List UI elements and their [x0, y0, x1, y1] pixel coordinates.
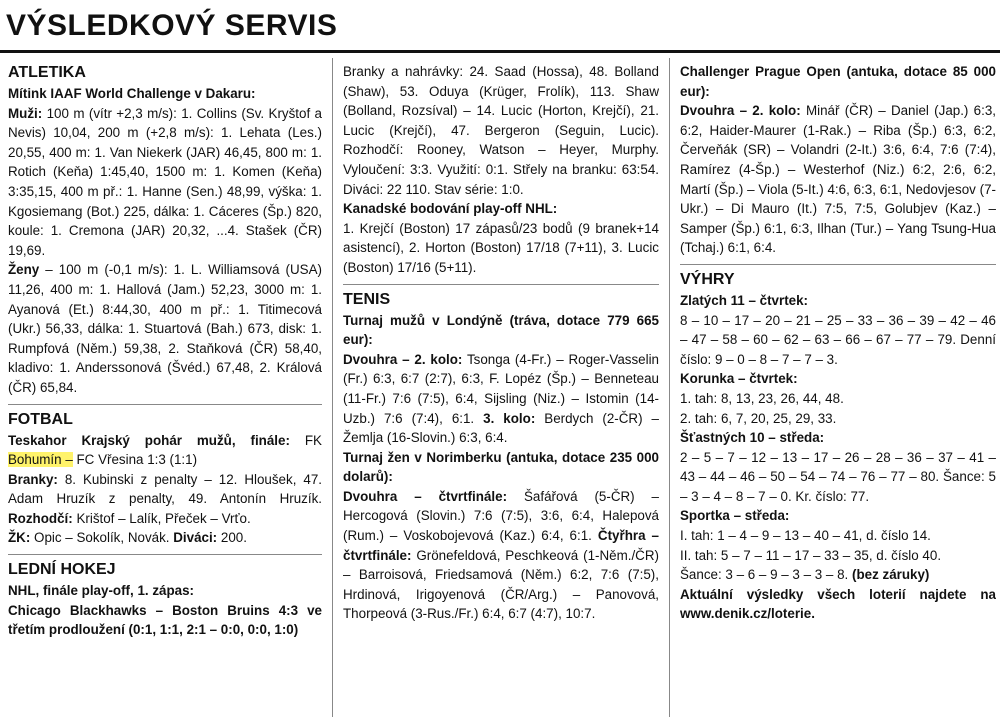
section-heading: ATLETIKA — [8, 64, 86, 81]
results-paragraph: Branky a nahrávky: 24. Saad (Hossa), 48. Bolland (Shaw), 53. Oduya (Krüger, Frolík), 113. Shaw (Bolland, Rozsíval) – 14. Lucic (Horton, Krejčí), 21. Lucic (Krejčí), 47. Bergeron (Seguin, Lucic). Rozhodčí: Rooney, Watson – Heyer, Murphy. Vyloučení: 3:3. Využití: 0:1. Střely na branku: 63:54. Diváci: 22 110. Stav série: 1:0. — [343, 64, 659, 197]
category-label: Dvouhra – 2. kolo: — [680, 103, 801, 119]
highlighted-team: Bohumín – — [8, 452, 73, 468]
column-1 — [8, 62, 322, 717]
section-divider — [343, 284, 659, 285]
results-text: Minář (ČR) – Daniel (Jap.) 6:3, 6:2, Haider-Maurer (1-Rak.) – Riba (Šp.) 6:3, 6:2, Červeňák (SR) – Volandri (2-It.) 3:6, 6:4, 7:6 (7:4), Ramírez (4-Šp.) – Westerhof (Niz.) 6:2, 2:6, 6:2, Martí (Šp.) – Viola (5-It.) 4:6, 6:3, 6:1, Nedovjesov (7-Ukr.) – Di Mauro (It.) 7:5, 7:5, Golubjev (Kaz.) – Samper (Šp.) 6:1, 6:3, Ilhan (Tur.) – Yang Tsung-Hua (Tchaj.) 6:1, 6:4. — [680, 103, 996, 256]
section-hokej-cont — [343, 62, 659, 278]
category-label: Branky: — [8, 471, 58, 487]
results-paragraph — [343, 487, 659, 624]
page-title: VÝSLEDKOVÝ SERVIS — [6, 9, 338, 42]
section-heading: TENIS — [343, 290, 391, 308]
results-paragraph: 1. Krejčí (Boston) 17 zápasů/23 bodů (9 branek+14 asistencí), 2. Horton (Boston) 17/18 (7+11), 3. Lucic (Boston) 17/16 (5+11). — [343, 220, 659, 275]
lottery-numbers: 1. tah: 8, 13, 23, 26, 44, 48. — [680, 390, 844, 406]
tournament-title: Turnaj žen v Norimberku (antuka, dotace 235 000 dolarů): — [343, 449, 659, 485]
tournament-title: Challenger Prague Open (antuka, dotace 85 000 eur): — [680, 64, 996, 99]
results-text: – 100 m (-0,1 m/s): 1. L. Williamsová (USA) 11,26, 400 m: 1. Hallová (Jam.) 52,23, 3000 m: 1. Ayanová (Et.) 8:44,30, 400 m př.: 1. Titimecová (Ukr.) 56,33, dálka: 1. Stuartová (Bah.) 673, disk: 1. Rumpfová (Něm.) 59,38, 2. Staňková (ČR) 58,40, kladivo: 1. Anderssonová (Švéd.) 67,48, 2. Králová (ČR) 65,84. — [8, 262, 322, 395]
lottery-numbers: II. tah: 5 – 7 – 11 – 17 – 33 – 35, d. číslo 40. — [680, 547, 942, 563]
category-label: Dvouhra – 2. kolo: — [343, 351, 463, 367]
category-label: ŽK: — [8, 530, 31, 546]
section-heading: LEDNÍ HOKEJ — [8, 561, 116, 579]
category-label: Rozhodčí: — [8, 510, 73, 526]
results-text: Krištof – Lalík, Přeček – Vrťo. — [76, 510, 251, 526]
results-text: Grönefeldová, Peschkeová (1-Něm./ČR) – Barroisová, Friedsamová (Něm.) 6:2, 7:6 (7:5), Hrdinová, Irigoyenová (ČR/Arg.) – Panovová, Thorpeová (3-Rus./Fr.) 6:4, 6:7 (4:7), 10:7. — [343, 547, 659, 622]
results-paragraph — [8, 104, 322, 261]
category-label: Ženy — [8, 262, 40, 278]
column-2 — [343, 62, 659, 717]
results-text: Berdych (2-ČR) – Žemlja (16-Slovin.) 6:3, 6:4. — [343, 410, 659, 446]
results-paragraph — [8, 260, 322, 397]
column-divider — [332, 58, 333, 717]
lottery-title: Zlatých 11 – čtvrtek: — [680, 292, 809, 308]
column-divider — [669, 58, 670, 717]
section-subtitle: Mítink IAAF World Challenge v Dakaru: — [8, 86, 256, 101]
section-heading: FOTBAL — [8, 410, 73, 428]
category-label: Diváci: — [173, 530, 218, 546]
lottery-numbers: 2 – 5 – 7 – 12 – 13 – 17 – 26 – 28 – 36 – 37 – 41 – 43 – 44 – 46 – 50 – 54 – 74 – 76 – 77 – 80. Šance: 5 – 3 – 4 – 8 – 7 – 0. Kr. číslo: 77. — [680, 449, 996, 504]
results-text: Šafářová (5-ČR) – Hercogová (Slovin.) 7:6 (7:5), 3:6, 6:4, Halepová (Rum.) – Voskobojevová (Kaz.) 6:4, 6:1. — [343, 488, 659, 544]
results-text: Opic – Sokolík, Novák. — [34, 530, 170, 546]
lottery-title: Sportka – středa: — [680, 508, 790, 524]
section-tenis — [343, 289, 659, 625]
results-text: 8. Kubinski z penalty – 12. Hloušek, 47. Adam Hruzík z penalty, 49. Antonín Hruzík. — [8, 471, 322, 507]
title-rule — [0, 50, 1000, 53]
section-vyhry — [680, 269, 996, 624]
section-subtitle: Teskahor Krajský pohár mužů, finále: — [8, 432, 290, 448]
lottery-footer: Aktuální výsledky všech loterií najdete na www.denik.cz/loterie. — [680, 586, 996, 622]
results-paragraph — [680, 101, 996, 258]
results-text: 200. — [220, 530, 247, 546]
section-heading: VÝHRY — [680, 270, 735, 288]
section-tenis-cont — [680, 62, 996, 258]
section-divider — [680, 264, 996, 265]
section-fotbal — [8, 409, 322, 549]
results-paragraph — [8, 528, 322, 548]
tournament-title: Turnaj mužů v Londýně (tráva, dotace 779 665 eur): — [343, 312, 659, 348]
section-subtitle: NHL, finále play-off, 1. zápas: — [8, 583, 195, 599]
section-hokej — [8, 559, 322, 640]
match-result: Chicago Blackhawks – Boston Bruins 4:3 ve třetím prodloužení (0:1, 1:1, 2:1 – 0:0, 0:0, 1:0) — [8, 602, 322, 638]
category-label: Dvouhra – čtvrtfinále: — [343, 488, 508, 504]
match-paragraph — [8, 431, 322, 470]
match-text: FC Vřesina 1:3 (1:1) — [76, 452, 198, 468]
subsection-title: Kanadské bodování play-off NHL: — [343, 201, 558, 217]
lottery-numbers — [680, 565, 996, 585]
section-divider — [8, 554, 322, 555]
match-text: FK — [304, 432, 322, 448]
lottery-numbers: 8 – 10 – 17 – 20 – 21 – 25 – 33 – 36 – 39 – 42 – 46 – 47 – 58 – 60 – 62 – 63 – 66 – 67 – 77 – 79. Denní číslo: 9 – 0 – 8 – 7 – 7 – 3. — [680, 312, 996, 367]
category-label: Čtyřhra – čtvrtfinále: — [343, 528, 659, 563]
lottery-title: Korunka – čtvrtek: — [680, 371, 798, 387]
lottery-sance: Šance: 3 – 6 – 9 – 3 – 3 – 8. — [680, 567, 849, 583]
section-atletika — [8, 62, 322, 398]
results-text: 100 m (vítr +2,3 m/s): 1. Collins (Sv. Kryštof a Nevis) 10,04, 200 m (+2,8 m/s): 1. Lehata (Les.) 20,55, 400 m: 1. Van Niekerk (JAR) 46,45, 800 m: 1. Rotich (Keňa) 1:45,40, 1500 m: 1. Komen (Keňa) 3:35,15, 400 m př.: 1. Hanne (Sen.) 48,99, výška: 1. Kgosiemang (Bot.) 225, dálka: 1. Cáceres (Šp.) 820, koule: 1. Cremona (JAR) 20,32, ...4. Stašek (ČR) 19,69. — [8, 105, 322, 258]
column-3 — [680, 62, 996, 717]
category-label: 3. kolo: — [483, 410, 536, 426]
lottery-title: Šťastných 10 – středa: — [680, 430, 825, 446]
results-paragraph — [343, 350, 659, 448]
section-divider — [8, 404, 322, 405]
results-paragraph — [8, 470, 322, 529]
category-label: Muži: — [8, 105, 43, 121]
lottery-numbers: I. tah: 1 – 4 – 9 – 13 – 40 – 41, d. číslo 14. — [680, 528, 931, 544]
disclaimer: (bez záruky) — [852, 567, 930, 583]
lottery-numbers: 2. tah: 6, 7, 20, 25, 29, 33. — [680, 410, 837, 426]
results-text: Tsonga (4-Fr.) – Roger-Vasselin (Fr.) 6:3, 6:7 (2:7), 6:3, F. Lopéz (Šp.) – Benneteau (11-Fr.) 7:6 (7:5), 6:4, Sijsling (Niz.) – Istomin (14-Uzb.) 7:6 (7:4), 6:1. — [343, 351, 659, 426]
